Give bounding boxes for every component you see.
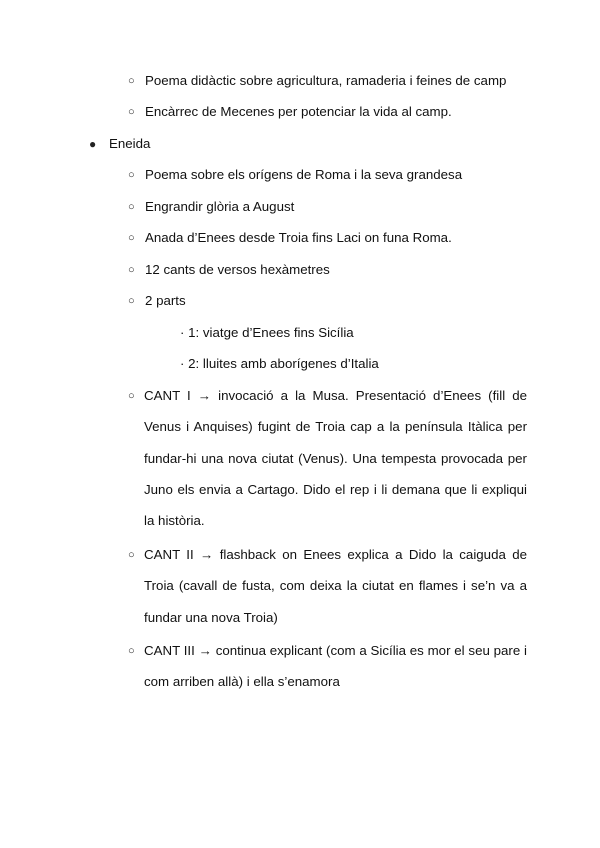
sub-bullet-icon: ○	[128, 390, 135, 402]
paragraph-cant-1: CANT I → invocació a la Musa. Presentació d’Enees (fill de Venus i Anquises) fugint de Troia cap a la península Itàlica per fundar-hi una nova ciutat (Venus). Una tempesta provocada per Juno els envia a Cartago. Dido el rep i li demana que li expliqui la història.	[144, 388, 527, 529]
sub-bullet-icon: ○	[128, 75, 135, 87]
list-item: Anada d’Enees desde Troia fins Laci on funa Roma.	[145, 230, 452, 245]
sub-bullet-icon: ○	[128, 169, 135, 181]
list-item: Poema sobre els orígens de Roma i la seva grandesa	[145, 167, 463, 182]
sub-bullet-icon: ○	[128, 264, 135, 276]
paragraph-cant-2: CANT II → flashback on Enees explica a Dido la caiguda de Troia (cavall de fusta, com deixa la ciutat en flames i se’n va a fundar una nova Troia)	[144, 547, 527, 625]
sub-bullet-icon: ○	[128, 106, 135, 118]
sub-bullet-icon: ○	[128, 295, 135, 307]
sub-bullet-icon: ○	[128, 201, 135, 213]
sub-bullet-icon: ○	[128, 645, 135, 657]
list-item: 2 parts	[145, 293, 186, 308]
list-item: Poema didàctic sobre agricultura, ramaderia i feines de camp	[145, 73, 507, 88]
sub-list-item: · 1: viatge d’Enees fins Sicília	[180, 325, 354, 340]
list-item: 12 cants de versos hexàmetres	[145, 262, 330, 277]
paragraph-cant-3: CANT III → continua explicant (com a Sicília es mor el seu pare i com arriben allà) i ella s’enamora	[144, 643, 527, 690]
sub-bullet-icon: ○	[128, 232, 135, 244]
main-bullet-icon: ●	[89, 137, 97, 151]
sub-bullet-icon: ○	[128, 549, 135, 561]
list-item: Engrandir glòria a August	[145, 199, 295, 214]
list-item-heading: Eneida	[109, 136, 151, 151]
list-item: Encàrrec de Mecenes per potenciar la vida al camp.	[145, 104, 452, 119]
sub-list-item: · 2: lluites amb aborígenes d’Italia	[180, 356, 379, 371]
